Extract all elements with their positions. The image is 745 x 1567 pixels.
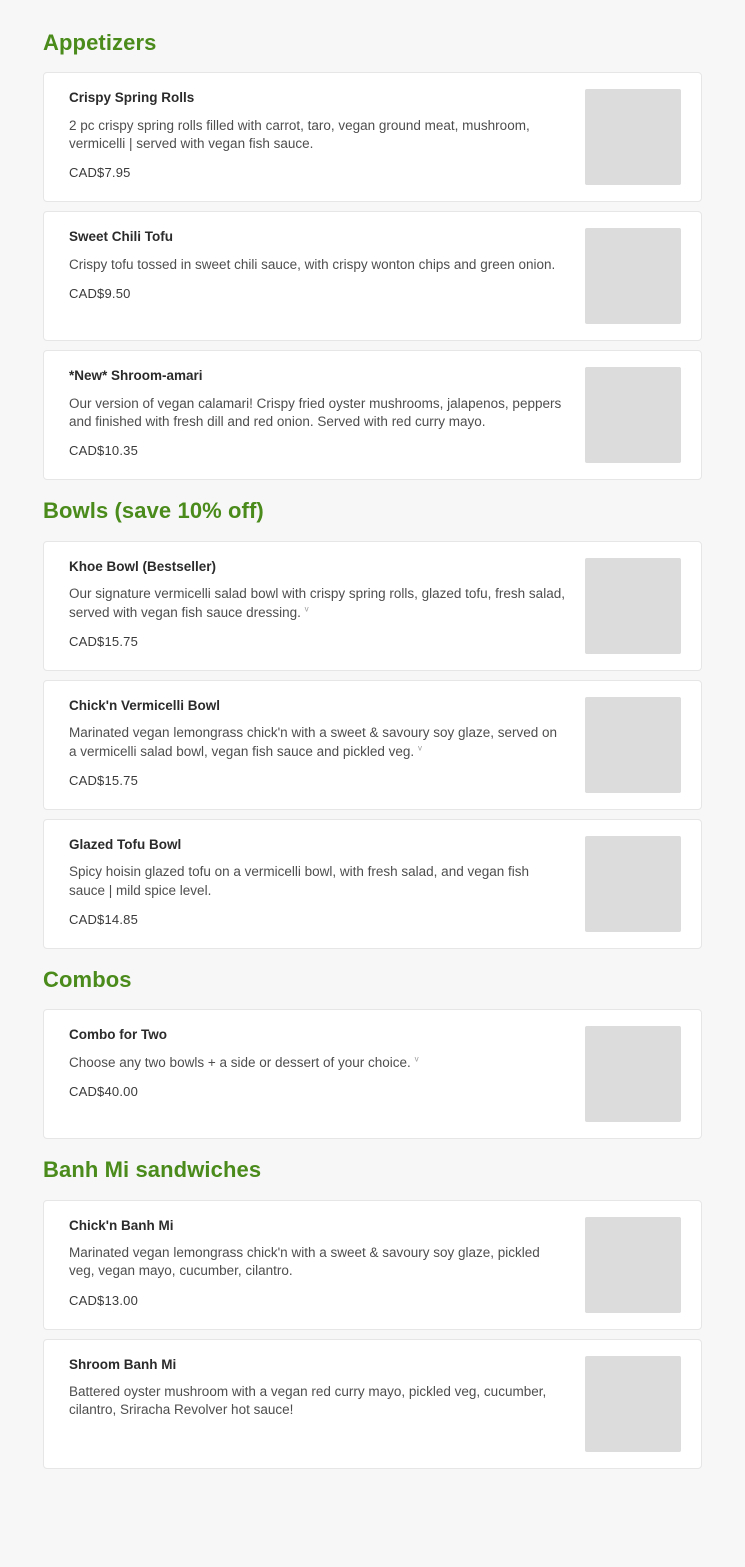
menu-item-name: *New* Shroom-amari: [69, 368, 203, 384]
menu-item-text: [69, 367, 585, 458]
menu-item-list: [43, 1009, 702, 1139]
menu-item-name: Chick'n Vermicelli Bowl: [69, 697, 221, 713]
menu-item-description-text: Our version of vegan calamari! Crispy fried oyster mushrooms, jalapenos, peppers and finished with fresh dill and red onion. Served with red curry mayo.: [69, 395, 562, 430]
menu-item-text: [69, 697, 585, 788]
menu-item-description-text: 2 pc crispy spring rolls filled with carrot, taro, vegan ground meat, mushroom, vermicelli | served with vegan fish sauce.: [69, 117, 530, 152]
menu-item-image[interactable]: [585, 367, 681, 463]
menu-section: [43, 967, 702, 1139]
section-title: Appetizers: [43, 30, 157, 55]
menu-item-price: CAD$10.35: [69, 443, 139, 459]
menu-item-card[interactable]: [43, 819, 702, 949]
menu-item-description: [69, 724, 567, 760]
menu-item-name: Glazed Tofu Bowl: [69, 836, 182, 852]
menu-item-description: [69, 1383, 567, 1419]
menu-item-image[interactable]: [585, 1026, 681, 1122]
menu-item-card[interactable]: [43, 680, 702, 810]
menu-item-description: [69, 1054, 567, 1072]
menu-item-image[interactable]: [585, 558, 681, 654]
section-title: Banh Mi sandwiches: [43, 1157, 262, 1183]
menu-item-card[interactable]: [43, 211, 702, 341]
menu-item-text: [69, 558, 585, 649]
menu-item-description-text: Crispy tofu tossed in sweet chili sauce, with crispy wonton chips and green onion.: [69, 256, 556, 272]
menu-item-name: Combo for Two: [69, 1027, 167, 1043]
menu-item-card[interactable]: [43, 1200, 702, 1330]
menu-item-description: [69, 117, 567, 153]
menu-sections: [43, 30, 702, 1469]
menu-item-image[interactable]: [585, 1217, 681, 1313]
menu-item-text: [69, 1026, 585, 1099]
menu-item-text: [69, 1217, 585, 1308]
menu-section: [43, 498, 702, 948]
menu-item-name: Shroom Banh Mi: [69, 1356, 177, 1372]
menu-item-card[interactable]: [43, 350, 702, 480]
menu-item-text: [69, 1356, 585, 1432]
menu-item-description: [69, 585, 567, 621]
menu-item-footnote-marker: v: [414, 1054, 419, 1064]
menu-item-name: Chick'n Banh Mi: [69, 1217, 174, 1233]
menu-section: [43, 30, 702, 480]
menu-item-footnote-marker: v: [417, 743, 422, 753]
menu-item-card[interactable]: [43, 1339, 702, 1469]
menu-item-description-text: Choose any two bowls + a side or dessert of your choice.: [69, 1054, 411, 1070]
menu-item-description: [69, 395, 567, 431]
menu-item-price: CAD$14.85: [69, 911, 139, 927]
menu-item-text: [69, 836, 585, 927]
menu-item-card[interactable]: [43, 541, 702, 671]
menu-item-image[interactable]: [585, 836, 681, 932]
menu-item-card[interactable]: [43, 1009, 702, 1139]
menu-item-description-text: Marinated vegan lemongrass chick'n with a sweet & savoury soy glaze, served on a vermicelli salad bowl, vegan fish sauce and pickled veg.: [69, 725, 558, 759]
section-title: Combos: [43, 966, 132, 992]
menu-item-image[interactable]: [585, 1356, 681, 1452]
menu-item-description: [69, 863, 567, 899]
menu-item-description: [69, 256, 567, 274]
menu-item-text: [69, 89, 585, 180]
menu-item-list: [43, 1200, 702, 1469]
menu-item-footnote-marker: v: [304, 604, 309, 614]
menu-item-image[interactable]: [585, 89, 681, 185]
menu-item-card[interactable]: [43, 72, 702, 202]
menu-item-price: CAD$15.75: [69, 633, 139, 649]
menu-item-price: CAD$40.00: [69, 1083, 139, 1099]
menu-item-name: Khoe Bowl (Bestseller): [69, 558, 217, 574]
menu-item-text: [69, 228, 585, 301]
menu-item-name: Sweet Chili Tofu: [69, 229, 173, 245]
menu-item-description-text: Spicy hoisin glazed tofu on a vermicelli bowl, with fresh salad, and vegan fish sauce | mild spice level.: [69, 864, 529, 898]
menu-item-image[interactable]: [585, 228, 681, 324]
menu-item-list: [43, 72, 702, 480]
menu-item-description-text: Marinated vegan lemongrass chick'n with a sweet & savoury soy glaze, pickled veg, vegan mayo, cucumber, cilantro.: [69, 1245, 540, 1279]
menu-item-price: CAD$9.50: [69, 286, 131, 302]
menu-item-price: CAD$13.00: [69, 1292, 139, 1308]
menu-item-price: CAD$7.95: [69, 165, 131, 181]
menu-item-image[interactable]: [585, 697, 681, 793]
section-title: Bowls (save 10% off): [43, 498, 264, 524]
menu-item-price: CAD$15.75: [69, 772, 139, 788]
menu-item-name: Crispy Spring Rolls: [69, 90, 195, 106]
menu-item-list: [43, 541, 702, 949]
menu-item-description: [69, 1244, 567, 1280]
menu-item-description-text: Battered oyster mushroom with a vegan red curry mayo, pickled veg, cucumber, cilantro, Sriracha Revolver hot sauce!: [69, 1384, 547, 1418]
menu-section: [43, 1157, 702, 1468]
menu-item-description-text: Our signature vermicelli salad bowl with crispy spring rolls, glazed tofu, fresh salad, served with vegan fish sauce dressing.: [69, 586, 565, 620]
